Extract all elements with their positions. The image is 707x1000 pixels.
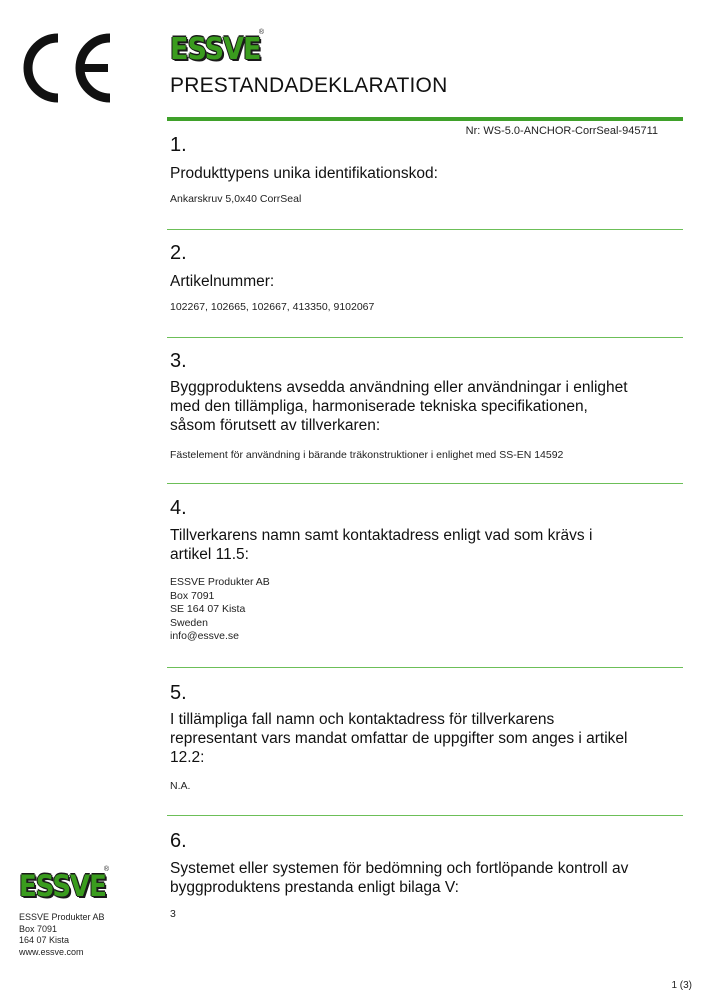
section-3-heading <box>170 378 670 435</box>
section-1-body: Ankarskruv 5,0x40 CorrSeal <box>170 193 302 205</box>
section-1-heading: Produkttypens unika identifikationskod: <box>170 165 438 182</box>
footer-address-line: 164 07 Kista <box>19 935 70 946</box>
footer-address-line: ESSVE Produkter AB <box>19 912 105 922</box>
heading-line: representant vars mandat omfattar de uppgifter som anges i artikel <box>170 730 628 747</box>
footer-address-line: Box 7091 <box>19 923 58 934</box>
address-line: SE 164 07 Kista <box>170 603 246 615</box>
section-5-heading <box>170 710 670 767</box>
footer-website: www.essve.com <box>19 946 84 957</box>
section-divider <box>167 815 683 816</box>
section-divider <box>167 229 683 230</box>
page-title: PRESTANDADEKLARATION <box>170 74 448 97</box>
address-line: ESSVE Produkter AB <box>170 576 270 588</box>
address-line: Box 7091 <box>170 589 215 602</box>
logo-text: ESSVE <box>170 31 261 67</box>
footer-logo-text: ESSVE <box>19 870 106 904</box>
document-number: Nr: WS-5.0-ANCHOR-CorrSeal-945711 <box>465 125 658 137</box>
footer-essve-logo <box>19 866 111 906</box>
ce-mark-icon <box>18 30 118 106</box>
section-5-number: 5. <box>170 682 187 704</box>
section-1-number: 1. <box>170 134 187 156</box>
page-number: 1 (3) <box>671 980 692 991</box>
title-divider <box>167 117 683 121</box>
heading-line: Tillverkarens namn samt kontaktadress enligt vad som krävs i <box>170 527 593 544</box>
section-6-body: 3 <box>170 908 176 920</box>
heading-line: artikel 11.5: <box>170 546 249 563</box>
heading-line: Byggproduktens avsedda användning eller användningar i enlighet <box>170 379 628 396</box>
footer-registered-mark: ® <box>103 866 109 873</box>
section-2-heading: Artikelnummer: <box>170 273 275 290</box>
section-6-number: 6. <box>170 830 187 852</box>
section-2-body: 102267, 102665, 102667, 413350, 9102067 <box>170 301 375 313</box>
section-2-number: 2. <box>170 242 187 264</box>
heading-line: byggproduktens prestanda enligt bilaga V: <box>170 879 459 896</box>
section-6-heading <box>170 859 670 897</box>
heading-line: med den tillämpliga, harmoniserade tekniska specifikationen, <box>170 398 588 415</box>
heading-line: 12.2: <box>170 749 205 766</box>
heading-line: I tillämpliga fall namn och kontaktadress för tillverkarens <box>170 711 555 728</box>
section-3-body: Fästelement för användning i bärande träkonstruktioner i enlighet med SS-EN 14592 <box>170 449 564 461</box>
section-5-body: N.A. <box>170 780 191 792</box>
address-line: Sweden <box>170 616 208 629</box>
section-4-address <box>170 576 270 644</box>
registered-mark: ® <box>258 29 264 36</box>
section-4-heading <box>170 526 670 564</box>
section-divider <box>167 337 683 338</box>
essve-logo <box>170 29 266 69</box>
section-3-number: 3. <box>170 350 187 372</box>
section-divider <box>167 667 683 668</box>
footer-address <box>19 912 105 958</box>
heading-line: Systemet eller systemen för bedömning och fortlöpande kontroll av <box>170 860 629 877</box>
section-divider <box>167 483 683 484</box>
heading-line: såsom förutsett av tillverkaren: <box>170 417 381 434</box>
email-address: info@essve.se <box>170 630 240 642</box>
section-4-number: 4. <box>170 497 187 519</box>
